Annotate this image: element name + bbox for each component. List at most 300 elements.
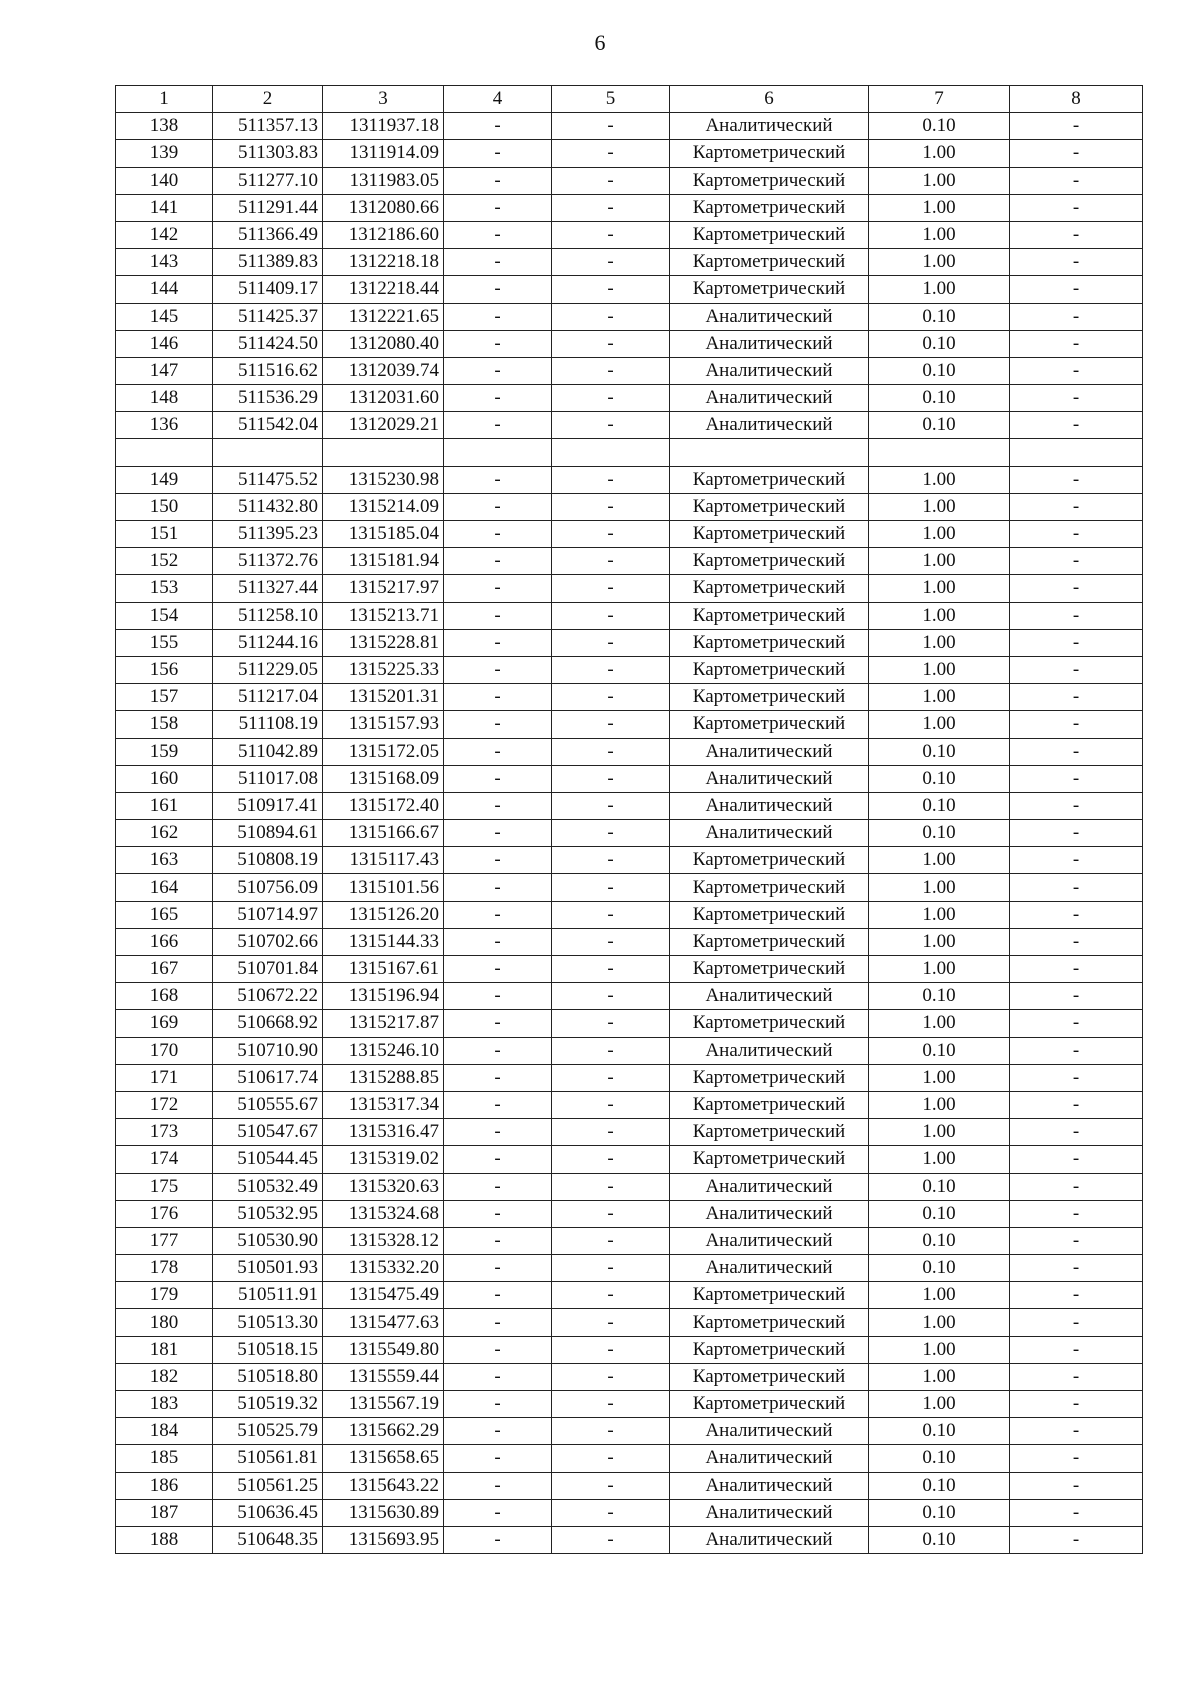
- table-cell-col-4: -: [444, 1526, 552, 1553]
- table-cell-col-4: -: [444, 928, 552, 955]
- table-cell-col-1: 143: [116, 249, 213, 276]
- table-cell-col-6: Картометрический: [670, 249, 869, 276]
- table-cell-col-6: Аналитический: [670, 792, 869, 819]
- table-cell-col-6: Аналитический: [670, 1472, 869, 1499]
- table-cell-col-8: -: [1010, 1363, 1143, 1390]
- table-cell-col-3: 1315185.04: [323, 521, 444, 548]
- table-row: [116, 194, 1143, 221]
- table-cell-col-7: 0.10: [869, 412, 1010, 439]
- table-cell-col-4: -: [444, 711, 552, 738]
- table-cell-col-7: 1.00: [869, 276, 1010, 303]
- table-row: [116, 167, 1143, 194]
- table-cell-col-6: Аналитический: [670, 357, 869, 384]
- table-cell-col-8: -: [1010, 928, 1143, 955]
- table-cell-col-8: -: [1010, 792, 1143, 819]
- table-cell-col-8: -: [1010, 330, 1143, 357]
- table-cell-col-4: -: [444, 1064, 552, 1091]
- table-cell-col-8: -: [1010, 493, 1143, 520]
- table-cell-col-7: 1.00: [869, 548, 1010, 575]
- table-cell-col-1: 159: [116, 738, 213, 765]
- table-cell-col-6: Картометрический: [670, 928, 869, 955]
- table-cell-col-4: -: [444, 1119, 552, 1146]
- table-cell-col-4: -: [444, 874, 552, 901]
- table-cell-col-7: 1.00: [869, 874, 1010, 901]
- table-cell-col-7: 1.00: [869, 684, 1010, 711]
- column-header-5: 5: [552, 86, 670, 113]
- column-header-8: 8: [1010, 86, 1143, 113]
- table-cell-col-7: 1.00: [869, 1282, 1010, 1309]
- table-cell-col-5: -: [552, 1418, 670, 1445]
- table-cell-col-5: -: [552, 765, 670, 792]
- table-cell-col-5: -: [552, 602, 670, 629]
- table-cell-col-2: 511536.29: [213, 385, 323, 412]
- table-cell-col-1: 162: [116, 820, 213, 847]
- table-cell-col-8: -: [1010, 1200, 1143, 1227]
- table-row: [116, 412, 1143, 439]
- table-cell-col-1: 179: [116, 1282, 213, 1309]
- table-cell-col-4: -: [444, 412, 552, 439]
- table-cell-col-4: -: [444, 1309, 552, 1336]
- table-cell-col-2: 510518.80: [213, 1363, 323, 1390]
- table-cell-col-8: -: [1010, 765, 1143, 792]
- table-cell-col-7: 0.10: [869, 113, 1010, 140]
- table-cell-col-8: -: [1010, 1227, 1143, 1254]
- table-cell-col-3: 1315316.47: [323, 1119, 444, 1146]
- table-cell-col-4: -: [444, 303, 552, 330]
- table-cell-col-3: 1315172.05: [323, 738, 444, 765]
- table-cell-col-6: Картометрический: [670, 194, 869, 221]
- table-cell-col-6: Аналитический: [670, 412, 869, 439]
- table-cell-col-5: -: [552, 330, 670, 357]
- table-cell-col-6: Картометрический: [670, 466, 869, 493]
- table-cell-col-6: Аналитический: [670, 1418, 869, 1445]
- table-cell-col-5: -: [552, 303, 670, 330]
- table-cell-col-1: 175: [116, 1173, 213, 1200]
- table-cell-col-5: -: [552, 956, 670, 983]
- table-row: [116, 820, 1143, 847]
- table-cell-col-7: 0.10: [869, 820, 1010, 847]
- table-row: [116, 765, 1143, 792]
- table-cell-col-4: -: [444, 847, 552, 874]
- table-cell-col-4: -: [444, 765, 552, 792]
- table-cell-col-5: -: [552, 466, 670, 493]
- table-cell-col-2: 511424.50: [213, 330, 323, 357]
- table-cell-col-6: Аналитический: [670, 330, 869, 357]
- table-cell-col-3: 1315320.63: [323, 1173, 444, 1200]
- table-cell-col-8: -: [1010, 521, 1143, 548]
- table-row: [116, 956, 1143, 983]
- table-cell-col-7: 1.00: [869, 194, 1010, 221]
- table-row: [116, 575, 1143, 602]
- table-cell-col-8: -: [1010, 1499, 1143, 1526]
- table-cell-col-5: -: [552, 1391, 670, 1418]
- table-cell-col-5: -: [552, 928, 670, 955]
- table-cell-col-1: 155: [116, 629, 213, 656]
- table-cell-col-4: -: [444, 1336, 552, 1363]
- table-cell-col-8: -: [1010, 113, 1143, 140]
- table-cell-col-6: Картометрический: [670, 956, 869, 983]
- table-cell-col-8: -: [1010, 684, 1143, 711]
- table-row: [116, 1363, 1143, 1390]
- table-cell-col-2: 511372.76: [213, 548, 323, 575]
- table-cell-col-6: Аналитический: [670, 1255, 869, 1282]
- table-row: [116, 901, 1143, 928]
- table-cell-col-2: 511475.52: [213, 466, 323, 493]
- table-cell-col-8: -: [1010, 629, 1143, 656]
- table-cell-col-7: 0.10: [869, 1418, 1010, 1445]
- table-cell-col-5: -: [552, 629, 670, 656]
- table-cell-col-1: 140: [116, 167, 213, 194]
- table-cell-col-4: -: [444, 1499, 552, 1526]
- table-cell-col-2: 510756.09: [213, 874, 323, 901]
- table-cell-col-6: Аналитический: [670, 765, 869, 792]
- table-cell-col-1: 146: [116, 330, 213, 357]
- table-cell-col-3: 1315477.63: [323, 1309, 444, 1336]
- table-cell-col-1: 174: [116, 1146, 213, 1173]
- table-cell-col-1: 156: [116, 656, 213, 683]
- table-body: [116, 113, 1143, 1554]
- table-cell-col-2: 510648.35: [213, 1526, 323, 1553]
- table-cell-col-2: 511327.44: [213, 575, 323, 602]
- table-cell-col-3: 1312221.65: [323, 303, 444, 330]
- table-cell-col-4: -: [444, 1391, 552, 1418]
- table-row: [116, 1418, 1143, 1445]
- table-cell-col-1: 161: [116, 792, 213, 819]
- table-cell-col-7: 1.00: [869, 221, 1010, 248]
- table-cell-col-2: 510561.25: [213, 1472, 323, 1499]
- table-cell-col-6: Аналитический: [670, 1526, 869, 1553]
- table-cell-col-8: -: [1010, 1091, 1143, 1118]
- table-cell-col-3: 1315319.02: [323, 1146, 444, 1173]
- table-cell-col-6: Картометрический: [670, 711, 869, 738]
- table-cell-col-7: 1.00: [869, 901, 1010, 928]
- table-cell-col-4: -: [444, 575, 552, 602]
- table-cell-col-6: Картометрический: [670, 684, 869, 711]
- table-cell-col-7: 0.10: [869, 983, 1010, 1010]
- table-cell-col-7: 0.10: [869, 357, 1010, 384]
- table-row: [116, 493, 1143, 520]
- table-cell-col-7: 0.10: [869, 1173, 1010, 1200]
- table-cell-col-3: 1312031.60: [323, 385, 444, 412]
- table-cell-col-5: -: [552, 1472, 670, 1499]
- table-cell-col-5: -: [552, 1146, 670, 1173]
- table-row: [116, 357, 1143, 384]
- table-cell-col-3: 1315181.94: [323, 548, 444, 575]
- table-row: [116, 1091, 1143, 1118]
- table-cell-col-1: 150: [116, 493, 213, 520]
- table-cell-col-5: -: [552, 874, 670, 901]
- table-cell-col-8: -: [1010, 276, 1143, 303]
- table-cell-col-3: 1315217.87: [323, 1010, 444, 1037]
- table-cell-col-6: Аналитический: [670, 385, 869, 412]
- table-cell-col-3: 1315332.20: [323, 1255, 444, 1282]
- table-cell-col-3: 1315288.85: [323, 1064, 444, 1091]
- table-cell-col-1: 173: [116, 1119, 213, 1146]
- table-cell-col-7: 1.00: [869, 1119, 1010, 1146]
- table-cell-col-1: 184: [116, 1418, 213, 1445]
- table-cell-col-7: 1.00: [869, 1146, 1010, 1173]
- table-cell-col-8: -: [1010, 1336, 1143, 1363]
- table-cell-col-7: 0.10: [869, 765, 1010, 792]
- table-cell-col-3: 1311983.05: [323, 167, 444, 194]
- table-cell-col-5: -: [552, 1336, 670, 1363]
- table-cell-col-8: -: [1010, 1010, 1143, 1037]
- table-cell-col-6: Картометрический: [670, 629, 869, 656]
- table-cell-col-2: 511017.08: [213, 765, 323, 792]
- table-cell-col-5: -: [552, 792, 670, 819]
- table-cell-col-8: -: [1010, 466, 1143, 493]
- table-cell-col-7: 0.10: [869, 738, 1010, 765]
- table-cell-col-6: Картометрический: [670, 221, 869, 248]
- table-cell-col-4: -: [444, 1472, 552, 1499]
- table-cell-col-3: 1311914.09: [323, 140, 444, 167]
- table-cell-col-4: -: [444, 221, 552, 248]
- table-cell-col-8: -: [1010, 385, 1143, 412]
- table-cell-col-5: -: [552, 901, 670, 928]
- table-cell-col-5: -: [552, 847, 670, 874]
- table-cell-col-6: Картометрический: [670, 1309, 869, 1336]
- table-cell-col-4: -: [444, 629, 552, 656]
- table-cell-col-6: Картометрический: [670, 140, 869, 167]
- table-cell-col-1: 165: [116, 901, 213, 928]
- table-cell-col-2: 511516.62: [213, 357, 323, 384]
- table-cell-col-2: 511258.10: [213, 602, 323, 629]
- table-cell-col-6: Аналитический: [670, 1227, 869, 1254]
- table-cell-col-7: 0.10: [869, 1037, 1010, 1064]
- table-cell-col-1: 147: [116, 357, 213, 384]
- table-cell-col-6: Картометрический: [670, 1282, 869, 1309]
- table-cell-col-5: -: [552, 1445, 670, 1472]
- table-cell-col-4: -: [444, 330, 552, 357]
- table-cell-col-5: -: [552, 575, 670, 602]
- table-cell-col-4: -: [444, 1282, 552, 1309]
- table-cell-col-8: -: [1010, 1037, 1143, 1064]
- table-cell-col-2: 510555.67: [213, 1091, 323, 1118]
- table-cell-col-3: 1315168.09: [323, 765, 444, 792]
- table-cell-col-4: -: [444, 1363, 552, 1390]
- table-cell-col-2: 510714.97: [213, 901, 323, 928]
- table-cell-col-2: 511542.04: [213, 412, 323, 439]
- table-cell-col-5: -: [552, 1282, 670, 1309]
- table-cell-col-5: -: [552, 1200, 670, 1227]
- table-cell-col-2: 511217.04: [213, 684, 323, 711]
- table-cell-col-4: -: [444, 792, 552, 819]
- table-cell-col-4: -: [444, 1418, 552, 1445]
- table-cell-col-3: 1312080.40: [323, 330, 444, 357]
- table-cell-col-4: -: [444, 1255, 552, 1282]
- table-cell-col-7: 1.00: [869, 140, 1010, 167]
- table-cell-col-3: 1315172.40: [323, 792, 444, 819]
- table-cell-col-7: 0.10: [869, 1445, 1010, 1472]
- table-cell-col-6: Картометрический: [670, 521, 869, 548]
- table-cell-col-8: -: [1010, 1309, 1143, 1336]
- header-row: [116, 86, 1143, 113]
- table-cell-col-2: 510511.91: [213, 1282, 323, 1309]
- table-cell-col-2: 510530.90: [213, 1227, 323, 1254]
- table-cell-col-2: 511277.10: [213, 167, 323, 194]
- table-cell-col-2: 511425.37: [213, 303, 323, 330]
- table-row: [116, 1037, 1143, 1064]
- table-row: [116, 249, 1143, 276]
- table-cell-col-4: -: [444, 385, 552, 412]
- table-cell-col-2: 510917.41: [213, 792, 323, 819]
- table-cell-col-7: 1.00: [869, 1091, 1010, 1118]
- table-row: [116, 792, 1143, 819]
- table-cell-col-4: -: [444, 466, 552, 493]
- table-cell-col-4: -: [444, 956, 552, 983]
- table-cell-col-3: 1315324.68: [323, 1200, 444, 1227]
- table-cell-col-8: -: [1010, 956, 1143, 983]
- table-cell-col-8: -: [1010, 901, 1143, 928]
- table-row: [116, 1173, 1143, 1200]
- table-cell-col-1: 177: [116, 1227, 213, 1254]
- table-cell-col-8: -: [1010, 847, 1143, 874]
- table-cell-col-7: 0.10: [869, 1472, 1010, 1499]
- table-row: [116, 1391, 1143, 1418]
- table-cell-col-2: 511395.23: [213, 521, 323, 548]
- table-cell-col-2: 510532.95: [213, 1200, 323, 1227]
- table-cell-col-8: -: [1010, 874, 1143, 901]
- table-cell-col-1: 141: [116, 194, 213, 221]
- table-cell-col-5: -: [552, 276, 670, 303]
- table-cell-col-4: -: [444, 140, 552, 167]
- table-cell-col-6: Картометрический: [670, 167, 869, 194]
- table-header: [116, 86, 1143, 113]
- table-cell-col-4: -: [444, 738, 552, 765]
- table-cell-col-1: 186: [116, 1472, 213, 1499]
- table-cell-col-3: 1312218.44: [323, 276, 444, 303]
- table-cell-col-1: 171: [116, 1064, 213, 1091]
- table-cell-col-6: Аналитический: [670, 820, 869, 847]
- table-cell-col-3: 1315559.44: [323, 1363, 444, 1390]
- table-cell-col-3: 1315126.20: [323, 901, 444, 928]
- table-row: [116, 711, 1143, 738]
- table-cell-col-2: 510668.92: [213, 1010, 323, 1037]
- table-cell-col-8: -: [1010, 140, 1143, 167]
- table-row: [116, 276, 1143, 303]
- table-row: [116, 330, 1143, 357]
- table-cell-col-7: [869, 439, 1010, 466]
- table-cell-col-6: Аналитический: [670, 113, 869, 140]
- table-row: [116, 1010, 1143, 1037]
- table-cell-col-1: [116, 439, 213, 466]
- table-row: [116, 602, 1143, 629]
- table-cell-col-2: 510532.49: [213, 1173, 323, 1200]
- table-cell-col-4: -: [444, 1091, 552, 1118]
- table-cell-col-3: 1315201.31: [323, 684, 444, 711]
- table-cell-col-7: 0.10: [869, 303, 1010, 330]
- column-header-1: 1: [116, 86, 213, 113]
- table-cell-col-1: 183: [116, 1391, 213, 1418]
- table-cell-col-3: [323, 439, 444, 466]
- table-cell-col-7: 1.00: [869, 1391, 1010, 1418]
- table-cell-col-5: -: [552, 194, 670, 221]
- table-cell-col-5: -: [552, 983, 670, 1010]
- table-cell-col-6: Картометрический: [670, 1391, 869, 1418]
- table-row: [116, 983, 1143, 1010]
- table-cell-col-6: Картометрический: [670, 1336, 869, 1363]
- table-cell-col-1: 144: [116, 276, 213, 303]
- table-cell-col-7: 1.00: [869, 1309, 1010, 1336]
- page-number: 6: [594, 30, 606, 55]
- table-cell-col-1: 172: [116, 1091, 213, 1118]
- table-cell-col-3: 1315117.43: [323, 847, 444, 874]
- table-cell-col-7: 1.00: [869, 1064, 1010, 1091]
- table-cell-col-7: 1.00: [869, 928, 1010, 955]
- table-cell-col-1: 169: [116, 1010, 213, 1037]
- table-cell-col-8: -: [1010, 1173, 1143, 1200]
- table-cell-col-3: 1315144.33: [323, 928, 444, 955]
- table-cell-col-1: 181: [116, 1336, 213, 1363]
- table-cell-col-6: Аналитический: [670, 1173, 869, 1200]
- table-cell-col-2: 511291.44: [213, 194, 323, 221]
- table-cell-col-7: 1.00: [869, 1336, 1010, 1363]
- table-cell-col-1: 153: [116, 575, 213, 602]
- table-cell-col-3: 1315167.61: [323, 956, 444, 983]
- table-cell-col-2: 510702.66: [213, 928, 323, 955]
- table-cell-col-2: 511108.19: [213, 711, 323, 738]
- table-row: [116, 1445, 1143, 1472]
- column-header-7: 7: [869, 86, 1010, 113]
- table-row: [116, 1064, 1143, 1091]
- table-row: [116, 1472, 1143, 1499]
- table-cell-col-7: 0.10: [869, 385, 1010, 412]
- table-cell-col-3: 1315157.93: [323, 711, 444, 738]
- table-cell-col-5: -: [552, 1119, 670, 1146]
- table-cell-col-3: 1312218.18: [323, 249, 444, 276]
- table-cell-col-2: 510547.67: [213, 1119, 323, 1146]
- table-cell-col-1: 182: [116, 1363, 213, 1390]
- table-row: [116, 928, 1143, 955]
- table-row: [116, 1119, 1143, 1146]
- table-cell-col-3: 1312080.66: [323, 194, 444, 221]
- table-cell-col-6: Картометрический: [670, 1091, 869, 1118]
- table-cell-col-6: Картометрический: [670, 602, 869, 629]
- table-cell-col-2: 510519.32: [213, 1391, 323, 1418]
- table-cell-col-6: Картометрический: [670, 874, 869, 901]
- table-cell-col-5: -: [552, 1255, 670, 1282]
- table-cell-col-5: -: [552, 820, 670, 847]
- table-cell-col-7: 1.00: [869, 575, 1010, 602]
- table-cell-col-6: Аналитический: [670, 983, 869, 1010]
- table-row: [116, 1146, 1143, 1173]
- table-cell-col-5: -: [552, 1499, 670, 1526]
- table-cell-col-8: -: [1010, 1472, 1143, 1499]
- table-cell-col-3: 1315166.67: [323, 820, 444, 847]
- table-cell-col-1: 180: [116, 1309, 213, 1336]
- table-cell-col-5: -: [552, 548, 670, 575]
- table-cell-col-3: 1315317.34: [323, 1091, 444, 1118]
- table-cell-col-5: -: [552, 1227, 670, 1254]
- table-cell-col-6: Картометрический: [670, 1064, 869, 1091]
- table-cell-col-7: 1.00: [869, 847, 1010, 874]
- table-cell-col-2: 510701.84: [213, 956, 323, 983]
- table-cell-col-8: -: [1010, 167, 1143, 194]
- table-row: [116, 684, 1143, 711]
- table-cell-col-6: Картометрический: [670, 847, 869, 874]
- table-cell-col-4: -: [444, 1200, 552, 1227]
- table-cell-col-5: -: [552, 249, 670, 276]
- table-cell-col-6: Аналитический: [670, 1037, 869, 1064]
- table-cell-col-7: 0.10: [869, 1499, 1010, 1526]
- table-cell-col-1: 167: [116, 956, 213, 983]
- table-cell-col-6: Аналитический: [670, 1445, 869, 1472]
- table-cell-col-2: 510617.74: [213, 1064, 323, 1091]
- table-cell-col-1: 139: [116, 140, 213, 167]
- table-cell-col-1: 138: [116, 113, 213, 140]
- table-cell-col-8: -: [1010, 357, 1143, 384]
- table-cell-col-8: -: [1010, 711, 1143, 738]
